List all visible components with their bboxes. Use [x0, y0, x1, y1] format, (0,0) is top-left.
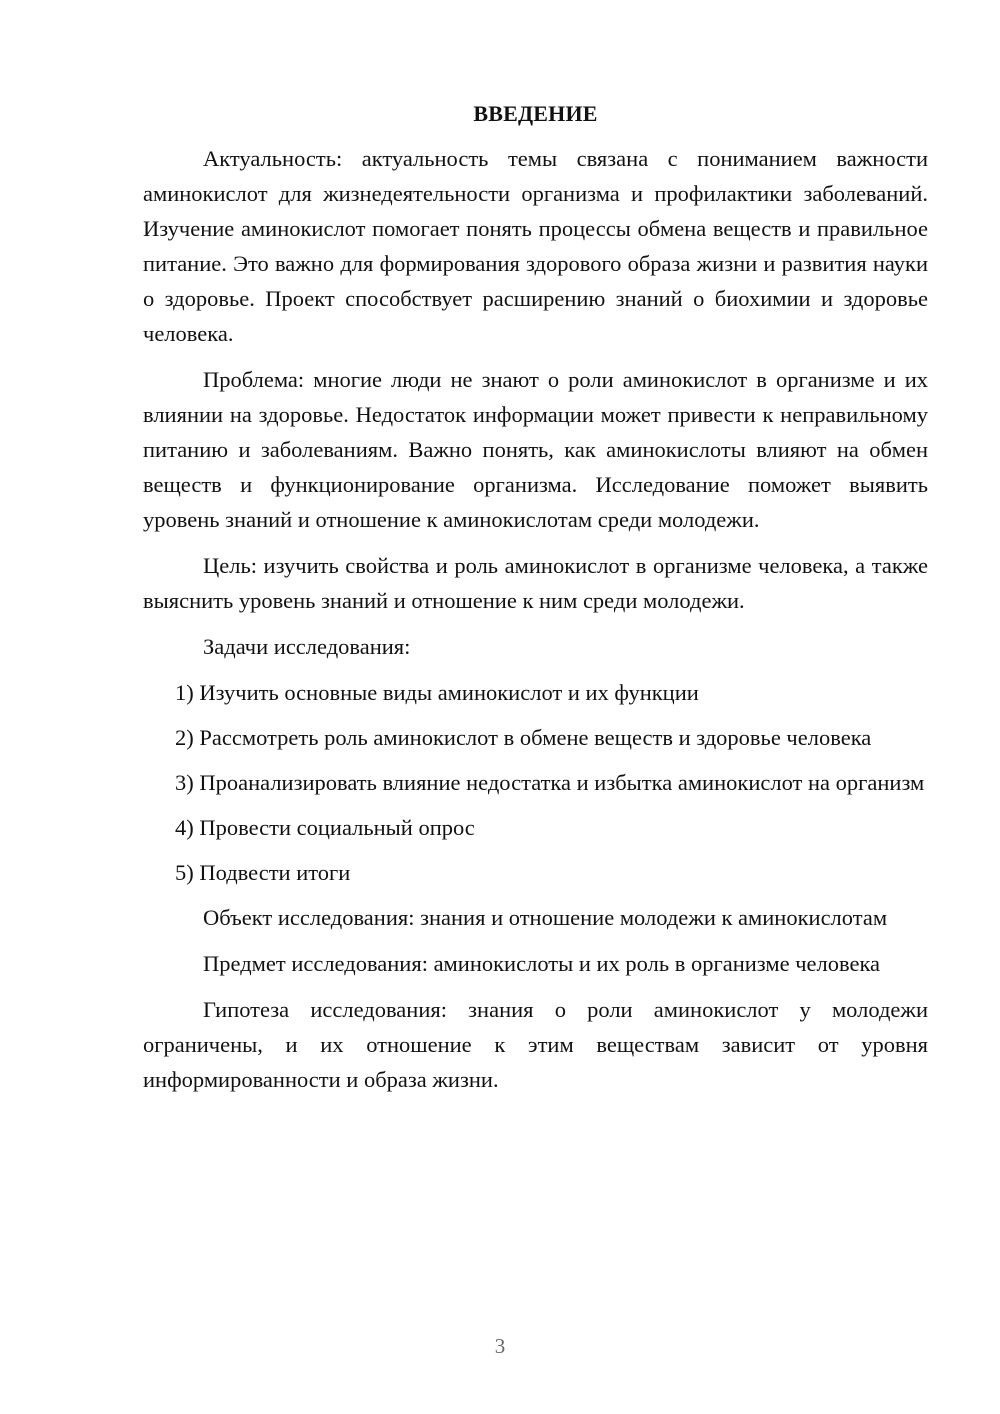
page-title: ВВЕДЕНИЕ	[473, 101, 598, 126]
object-paragraph: Объект исследования: знания и отношение молодежи к аминокислотам	[203, 905, 888, 930]
task-item: 4) Провести социальный опрос	[175, 815, 475, 840]
task-item: 3) Проанализировать влияние недостатка и избытка аминокислот на организм	[175, 770, 925, 795]
tasks-heading: Задачи исследования:	[203, 634, 411, 659]
page-number: 3	[494, 1334, 506, 1358]
problem-paragraph: Проблема: многие люди не знают о роли аминокислот в организме и их влиянии на здоровье. Недостаток информации может привести к неправильному питанию и заболеваниям. Важно понять, как аминокислоты влияют на обмен веществ и функционирование организма. Исследование поможет выявить уровень знаний и отношение к аминокислотам среди молодежи.	[143, 367, 928, 532]
relevance-paragraph: Актуальность: актуальность темы связана с пониманием важности аминокислот для жизнедеятельности организма и профилактики заболеваний. Изучение аминокислот помогает понять процессы обмена веществ и правильное питание. Это важно для формирования здорового образа жизни и развития науки о здоровье. Проект способствует расширению знаний о биохимии и здоровье человека.	[143, 146, 928, 346]
hypothesis-paragraph: Гипотеза исследования: знания о роли аминокислот у молодежи ограничены, и их отношение к этим веществам зависит от уровня информированности и образа жизни.	[143, 997, 928, 1092]
document-page	[143, 96, 928, 1108]
task-item: 1) Изучить основные виды аминокислот и их функции	[175, 680, 699, 705]
task-item: 2) Рассмотреть роль аминокислот в обмене веществ и здоровье человека	[175, 725, 872, 750]
subject-paragraph: Предмет исследования: аминокислоты и их роль в организме человека	[203, 951, 881, 976]
goal-paragraph: Цель: изучить свойства и роль аминокислот в организме человека, а также выяснить уровень знаний и отношение к ним среди молодежи.	[143, 553, 928, 613]
task-item: 5) Подвести итоги	[175, 860, 351, 885]
